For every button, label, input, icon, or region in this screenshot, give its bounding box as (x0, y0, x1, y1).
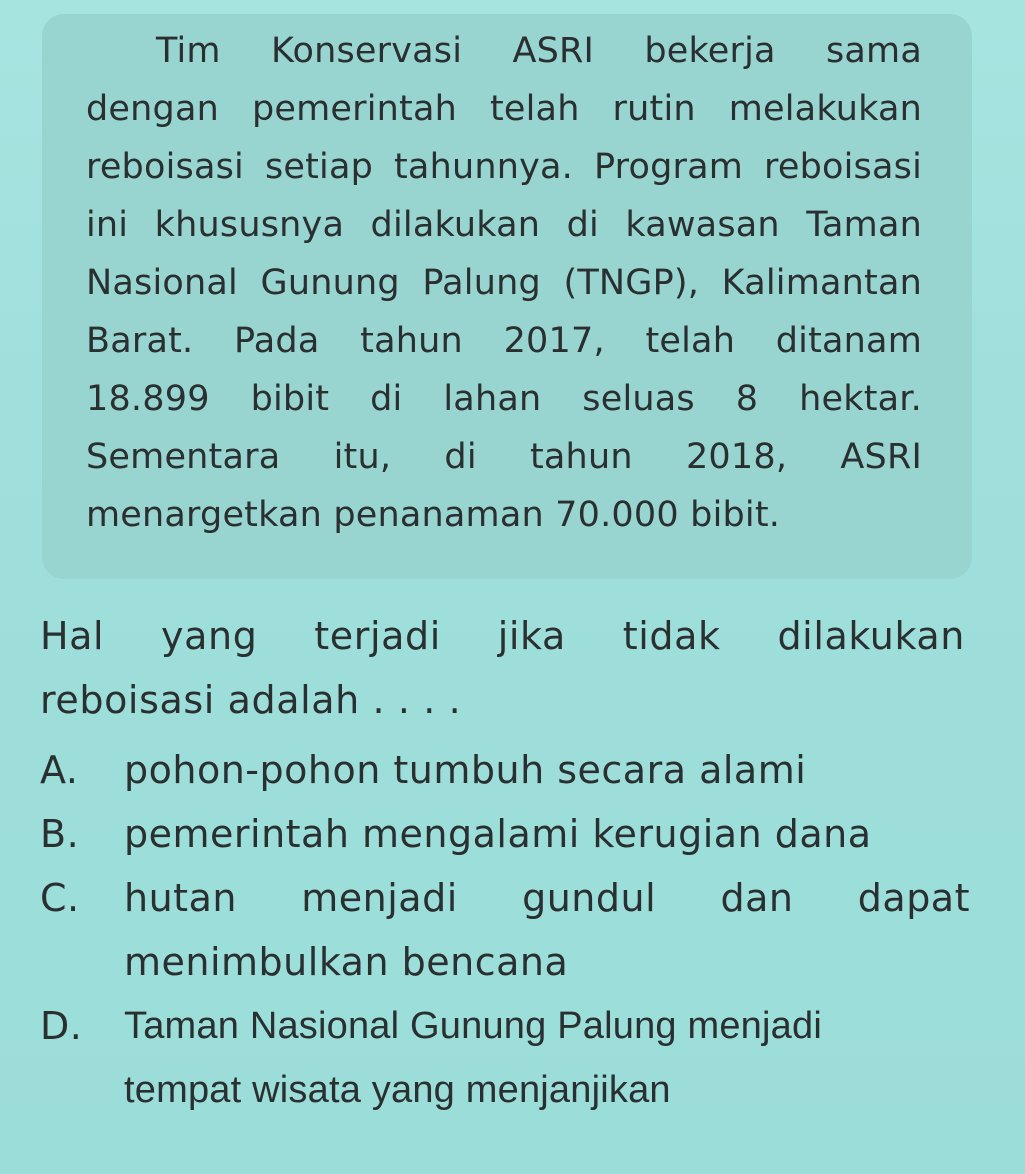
answer-options (40, 738, 970, 1122)
option-a[interactable] (40, 738, 970, 802)
option-d[interactable] (40, 994, 970, 1122)
option-text: pohon-pohon tumbuh secara alami (124, 748, 807, 792)
passage-line: Tim Konservasi ASRI bekerja sama (156, 31, 922, 71)
option-text: hutan menjadi gundul dan dapat (124, 876, 970, 920)
option-text: Taman Nasional Gunung Palung menjadi (124, 1005, 822, 1047)
option-text-continued: tempat wisata yang menjanjikan (124, 1069, 671, 1111)
passage-line: dengan pemerintah telah rutin melakukan (86, 89, 922, 129)
question-line: reboisasi adalah . . . . (40, 678, 462, 722)
option-letter: B. (40, 812, 80, 856)
option-text: pemerintah mengalami kerugian dana (124, 812, 872, 856)
option-letter: A. (40, 748, 79, 792)
option-letter: D. (40, 1004, 83, 1048)
question-line: Hal yang terjadi jika tidak dilakukan (40, 614, 965, 658)
passage-line: Nasional Gunung Palung (TNGP), Kalimantan (86, 263, 922, 303)
passage-line: Sementara itu, di tahun 2018, ASRI (86, 437, 922, 477)
option-c[interactable] (40, 866, 970, 994)
option-text-continued: menimbulkan bencana (124, 940, 569, 984)
passage-line: reboisasi setiap tahunnya. Program reboisasi (86, 147, 922, 187)
passage-line: ini khususnya dilakukan di kawasan Taman (86, 205, 922, 245)
passage-line: 18.899 bibit di lahan seluas 8 hektar. (86, 379, 922, 419)
option-letter: C. (40, 876, 80, 920)
passage-line: Barat. Pada tahun 2017, telah ditanam (86, 321, 922, 361)
question-stem (40, 604, 965, 732)
reading-passage (86, 22, 922, 544)
passage-line: menargetkan penanaman 70.000 bibit. (86, 495, 781, 535)
option-b[interactable] (40, 802, 970, 866)
